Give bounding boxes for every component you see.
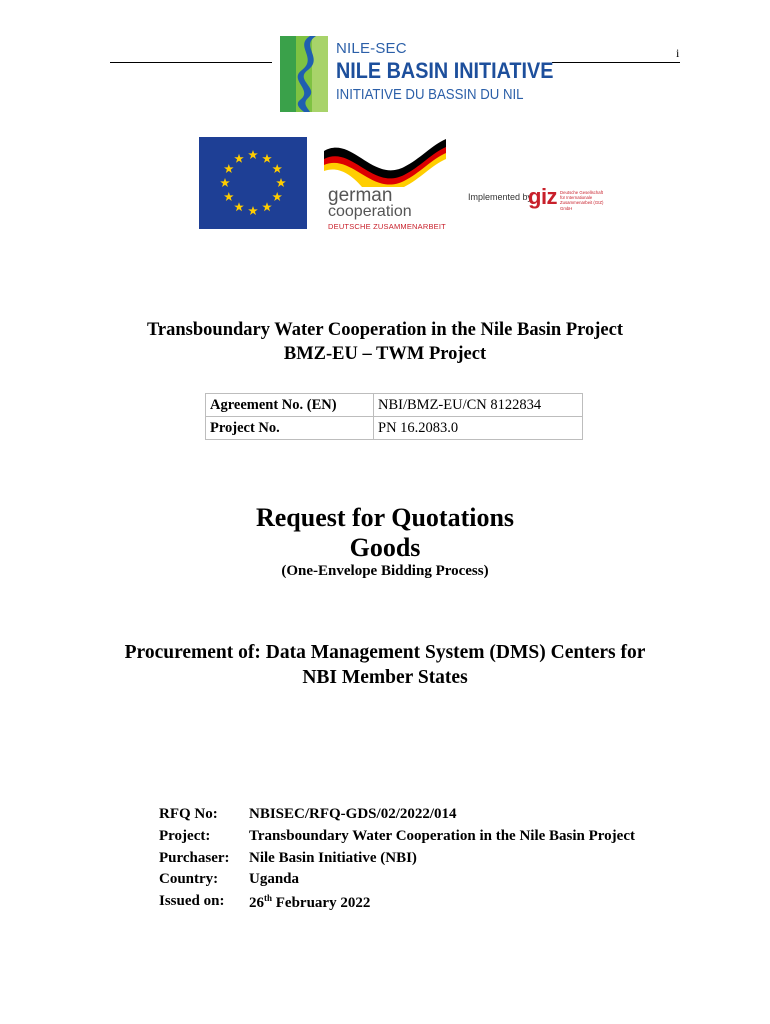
table-row: [206, 417, 583, 440]
german-cooperation-line1: german: [328, 185, 393, 206]
nile-river-icon: [280, 36, 328, 112]
table-row: [206, 394, 583, 417]
country-label: Country:: [159, 871, 219, 888]
giz-full-name: Deutsche Gesellschaft für Internationale Zusammenarbeit (GIZ) GmbH: [560, 190, 604, 211]
german-flag-wave-icon: [322, 137, 452, 187]
project-no-label: Project No.: [206, 417, 374, 440]
eu-flag-icon: [199, 137, 307, 229]
project-value: Transboundary Water Cooperation in the Nile Basin Project: [249, 827, 635, 844]
german-cooperation-logo: [322, 137, 452, 235]
agreement-table: [205, 393, 583, 440]
issued-value: [249, 893, 370, 912]
nbi-logo-line2: NILE BASIN INITIATIVE: [336, 58, 554, 83]
document-heading: Request for Quotations: [255, 503, 515, 532]
page-number: i: [676, 46, 680, 60]
document-subtype: Goods: [349, 533, 421, 562]
header-rule-right: [552, 62, 680, 63]
bidding-process: (One-Envelope Bidding Process): [281, 563, 489, 579]
issued-month-year: February 2022: [272, 895, 371, 912]
agreement-value: NBI/BMZ-EU/CN 8122834: [374, 394, 583, 417]
project-no-value: PN 16.2083.0: [374, 417, 583, 440]
nbi-logo-line1: NILE-SEC: [336, 40, 407, 57]
procurement-title-line2: NBI Member States: [302, 667, 468, 688]
giz-logo: giz: [528, 184, 558, 209]
header-rule-left: [110, 62, 272, 63]
implemented-by-label: Implemented by: [468, 192, 533, 202]
german-cooperation-line3: DEUTSCHE ZUSAMMENARBEIT: [328, 222, 446, 231]
project-title-line1: Transboundary Water Cooperation in the Nile Basin Project: [146, 320, 624, 340]
rfq-no-value: NBISEC/RFQ-GDS/02/2022/014: [249, 806, 457, 822]
project-label: Project:: [159, 827, 211, 844]
agreement-label: Agreement No. (EN): [206, 394, 374, 417]
purchaser-value: Nile Basin Initiative (NBI): [249, 849, 417, 866]
nbi-logo: [280, 36, 554, 112]
nbi-logo-line3: INITIATIVE DU BASSIN DU NIL: [336, 86, 524, 103]
german-cooperation-line2: cooperation: [328, 203, 412, 220]
issued-day: 26: [249, 895, 264, 912]
country-value: Uganda: [249, 871, 300, 888]
purchaser-label: Purchaser:: [159, 849, 230, 866]
rfq-no-label: RFQ No:: [159, 806, 218, 822]
project-title-line2: BMZ-EU – TWM Project: [283, 344, 487, 364]
eu-stars-icon: [199, 137, 307, 229]
procurement-title-line1: Procurement of: Data Management System (DMS) Centers for: [124, 642, 646, 663]
issued-label: Issued on:: [159, 893, 225, 910]
issued-suffix: th: [264, 893, 273, 904]
